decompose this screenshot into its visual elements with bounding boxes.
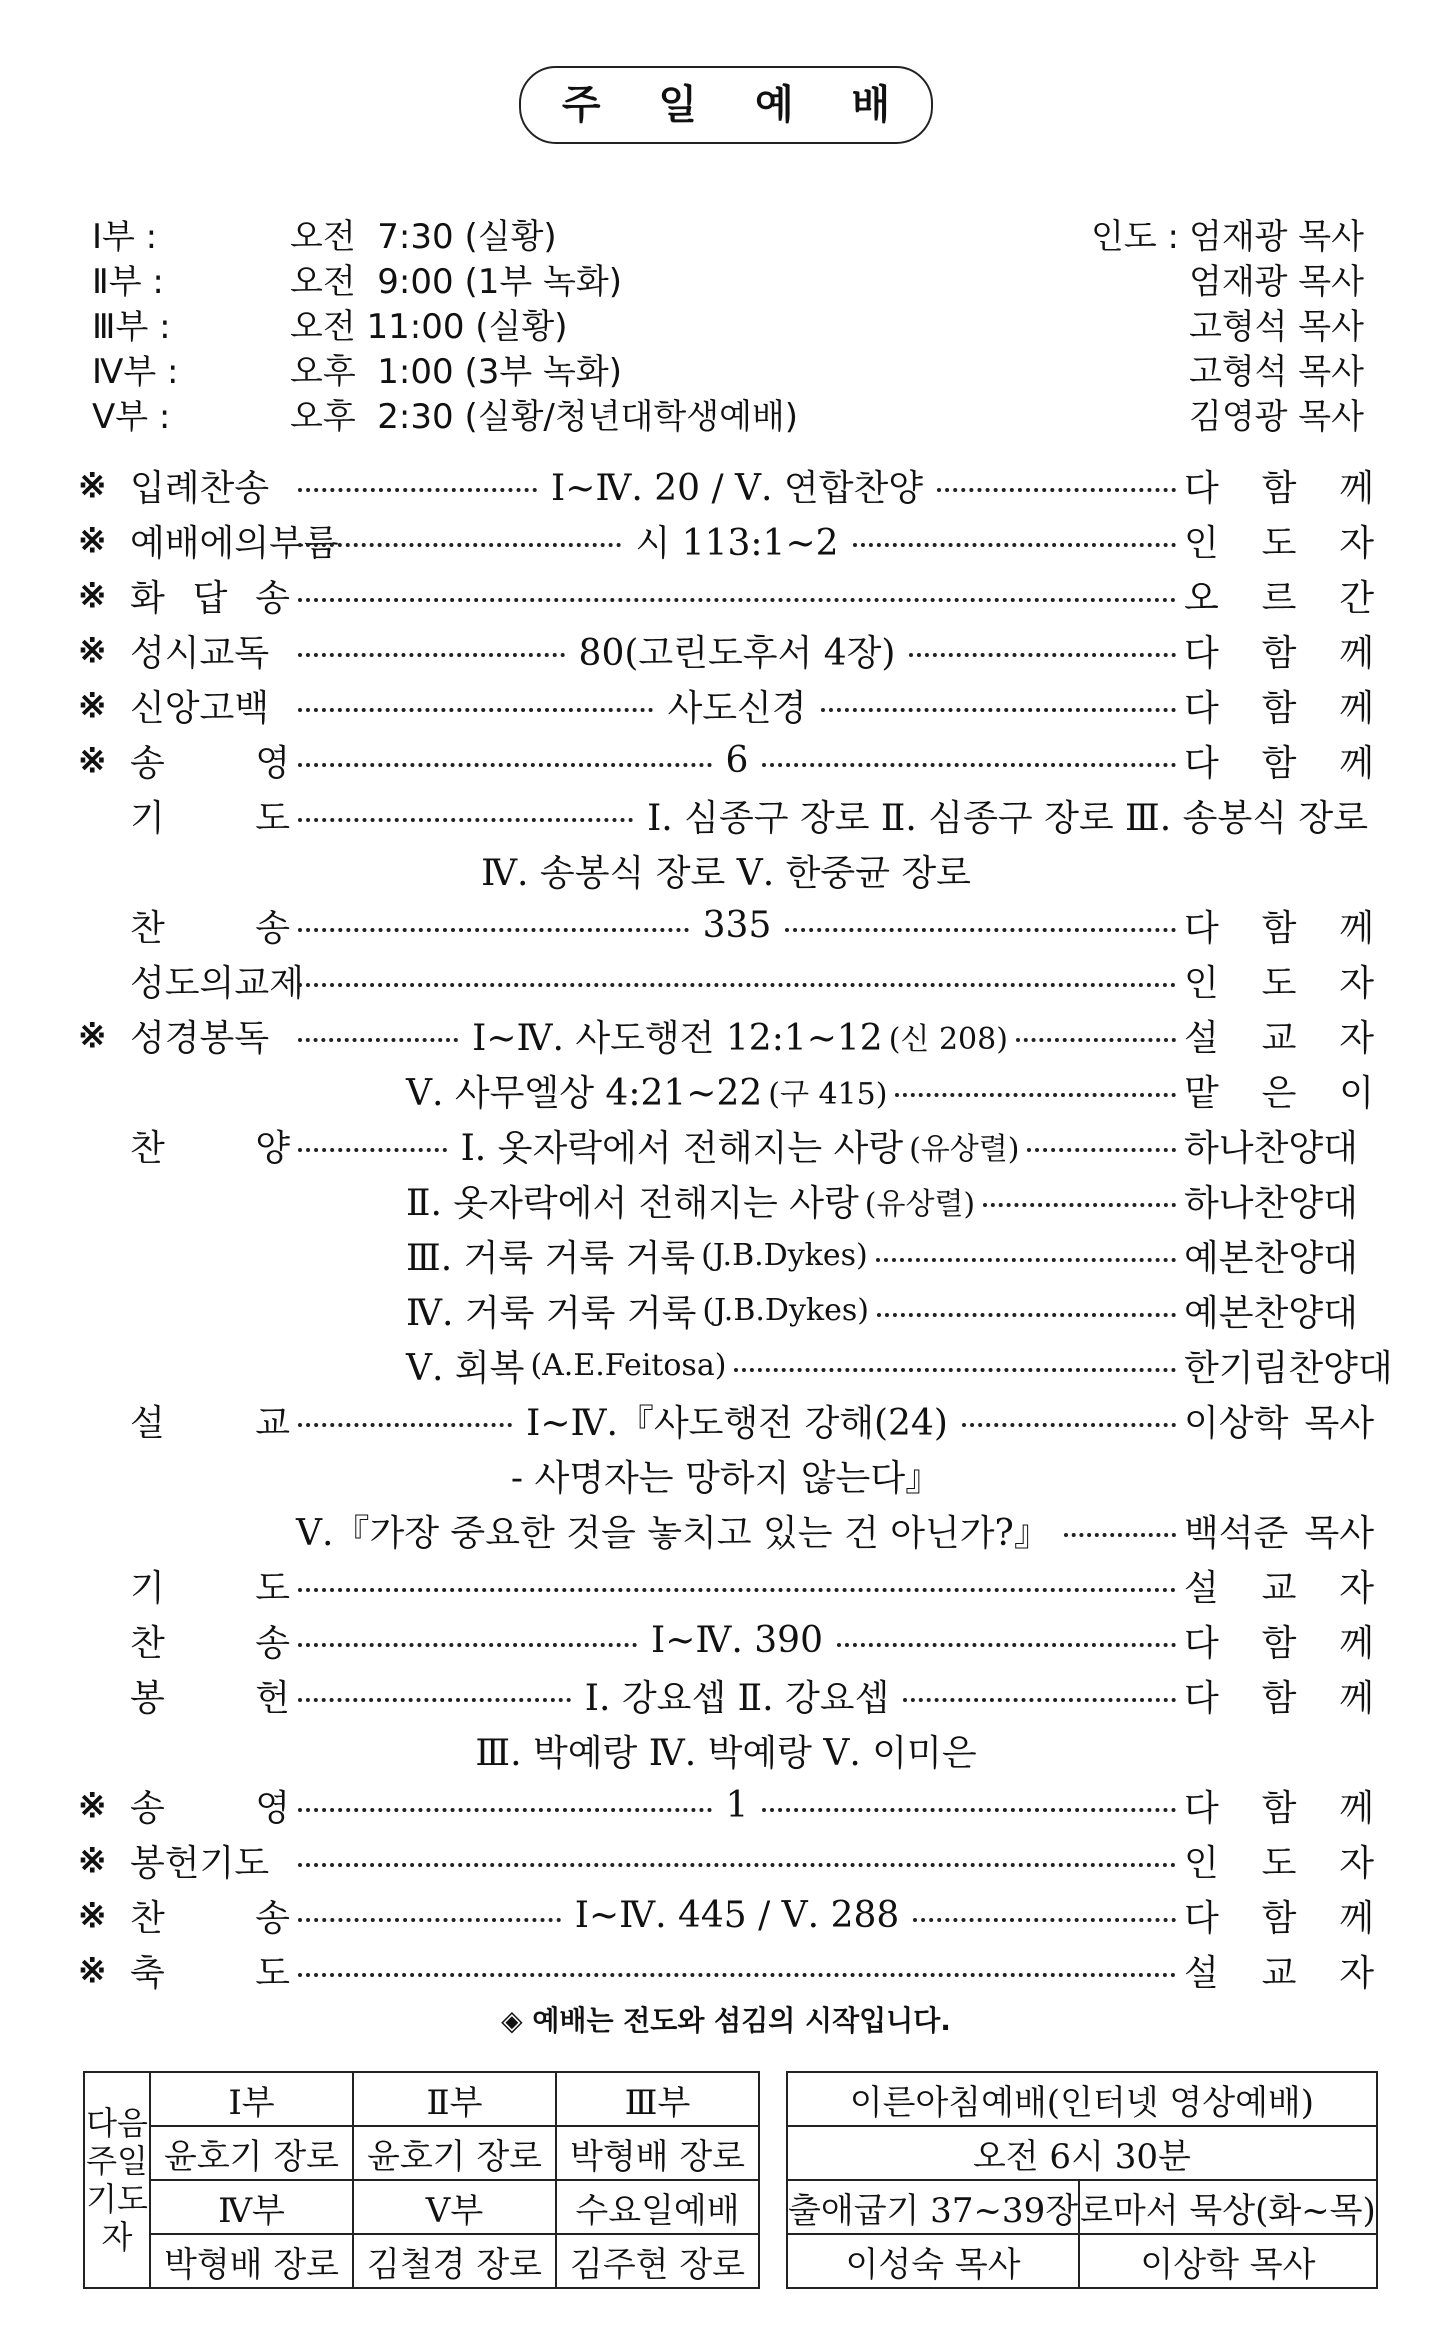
order-responder: 이상학 목사 bbox=[1184, 1403, 1375, 1444]
order-row bbox=[78, 568, 1374, 623]
order-item-name: 봉 헌 bbox=[130, 1678, 290, 1719]
order-content: Ⅴ.『가장 중요한 것을 놓치고 있는 건 아닌가?』 bbox=[296, 1513, 1050, 1554]
dot-leader bbox=[937, 488, 1176, 492]
service-line: Ⅳ부 : 오후 1:00 (3부 녹화) bbox=[92, 352, 622, 392]
order-content: Ⅴ. 회복 bbox=[406, 1348, 525, 1389]
order-subnote: (구 415) bbox=[768, 1076, 888, 1112]
dot-leader bbox=[876, 1258, 1176, 1262]
order-responder: 다 함 께 bbox=[1184, 1623, 1375, 1664]
order-responder: 예본찬양대 bbox=[1184, 1293, 1358, 1334]
order-row bbox=[78, 733, 1374, 788]
order-content: Ⅰ~Ⅳ. 20 / Ⅴ. 연합찬양 bbox=[550, 468, 924, 509]
order-content: 335 bbox=[702, 905, 772, 946]
dot-leader bbox=[983, 1203, 1176, 1207]
order-responder: 오 르 간 bbox=[1184, 578, 1374, 619]
dot-leader bbox=[298, 1698, 571, 1702]
order-row bbox=[78, 1723, 1374, 1778]
order-row bbox=[78, 1833, 1374, 1888]
leader-name: 김영광 목사 bbox=[1188, 397, 1364, 437]
reference-mark: ※ bbox=[78, 685, 107, 726]
table-cell: 이상학 목사 bbox=[1079, 2234, 1377, 2288]
order-responder: 설 교 자 bbox=[1184, 1953, 1374, 1994]
dot-leader bbox=[298, 1973, 1176, 1977]
order-row bbox=[78, 1283, 1374, 1338]
reference-mark: ※ bbox=[78, 465, 107, 506]
dot-leader bbox=[298, 543, 621, 547]
order-subnote: (유상렬) bbox=[864, 1186, 976, 1222]
dot-leader bbox=[837, 1643, 1176, 1647]
order-responder: 백석준 목사 bbox=[1184, 1513, 1374, 1554]
order-content: Ⅴ. 사무엘상 4:21~22 bbox=[406, 1073, 763, 1114]
order-subnote: (J.B.Dykes) bbox=[701, 1238, 868, 1273]
order-of-worship bbox=[78, 458, 1393, 1998]
order-responder: 다 함 께 bbox=[1184, 743, 1374, 784]
order-continuation: Ⅳ. 송봉식 장로 Ⅴ. 한중균 장로 bbox=[481, 853, 971, 894]
reference-mark: ※ bbox=[78, 1950, 107, 1991]
order-row bbox=[78, 1888, 1374, 1943]
order-row bbox=[78, 458, 1374, 513]
table-header: Ⅲ부 bbox=[556, 2072, 759, 2126]
order-responder: 인 도 자 bbox=[1184, 523, 1375, 564]
order-content: Ⅰ. 심종구 장로 Ⅱ. 심종구 장로 Ⅲ. 송봉식 장로 bbox=[647, 798, 1368, 839]
order-content: 1 bbox=[725, 1785, 749, 1826]
order-content: 시 113:1~2 bbox=[635, 523, 839, 564]
order-row bbox=[78, 1393, 1374, 1448]
dot-leader bbox=[298, 763, 712, 767]
dot-leader bbox=[962, 1423, 1176, 1427]
order-row bbox=[78, 1118, 1374, 1173]
order-item-name: 찬 송 bbox=[130, 1623, 290, 1664]
dot-leader bbox=[785, 928, 1176, 932]
order-content: Ⅰ~Ⅳ. 390 bbox=[651, 1620, 823, 1661]
order-item-name: 예배에의 부름 bbox=[130, 523, 339, 564]
order-content: 80(고린도후서 4장) bbox=[578, 633, 896, 674]
dot-leader bbox=[1027, 1148, 1176, 1152]
dot-leader bbox=[298, 1588, 1176, 1592]
order-row bbox=[78, 1448, 1374, 1503]
order-content: Ⅰ~Ⅳ. 445 / Ⅴ. 288 bbox=[574, 1895, 900, 1936]
order-content: Ⅰ. 강요셉 Ⅱ. 강요셉 bbox=[584, 1678, 890, 1719]
dot-leader bbox=[298, 1918, 561, 1922]
order-responder: 다 함 께 bbox=[1184, 468, 1374, 509]
order-item-name: 화 답 송 bbox=[130, 578, 290, 619]
order-row bbox=[78, 1008, 1374, 1063]
dot-leader bbox=[298, 1423, 512, 1427]
order-content: 6 bbox=[725, 740, 749, 781]
dot-leader bbox=[853, 543, 1176, 547]
table-header: Ⅱ부 bbox=[353, 2072, 556, 2126]
order-row bbox=[78, 1173, 1374, 1228]
dot-leader bbox=[298, 1643, 637, 1647]
order-responder: 다 함 께 bbox=[1184, 688, 1375, 729]
order-item-name: 축 도 bbox=[130, 1953, 290, 1994]
dot-leader bbox=[895, 1093, 1176, 1097]
reference-mark: ※ bbox=[78, 740, 107, 781]
page-title: 주 일 예 배 bbox=[519, 66, 933, 144]
order-responder: 인 도 자 bbox=[1184, 1843, 1374, 1884]
leader-name: 고형석 목사 bbox=[1188, 352, 1364, 392]
service-line: Ⅲ부 : 오전 11:00 (실황) bbox=[92, 307, 568, 347]
order-row bbox=[78, 1228, 1374, 1283]
dot-leader bbox=[298, 1863, 1176, 1867]
order-continuation: - 사명자는 망하지 않는다』 bbox=[510, 1458, 942, 1499]
dot-leader bbox=[903, 1698, 1176, 1702]
table-cell: 박형배 장로 bbox=[556, 2126, 759, 2180]
dot-leader bbox=[298, 1148, 447, 1152]
order-item-name: 신앙고백 bbox=[130, 688, 270, 729]
order-row bbox=[78, 623, 1374, 678]
dot-leader bbox=[298, 598, 1176, 602]
table-cell: 윤호기 장로 bbox=[150, 2126, 353, 2180]
dot-leader bbox=[909, 653, 1176, 657]
table-cell: 박형배 장로 bbox=[150, 2234, 353, 2288]
table-header: Ⅰ부 bbox=[150, 2072, 353, 2126]
reference-mark: ※ bbox=[78, 1785, 107, 1826]
order-row bbox=[78, 1558, 1374, 1613]
dot-leader bbox=[821, 708, 1176, 712]
dot-leader bbox=[298, 983, 1176, 987]
dot-leader bbox=[298, 488, 537, 492]
order-item-name: 찬 송 bbox=[130, 1898, 290, 1939]
order-responder: 설 교 자 bbox=[1184, 1568, 1374, 1609]
table-cell: 윤호기 장로 bbox=[353, 2126, 556, 2180]
order-responder: 한기림찬양대 bbox=[1184, 1348, 1393, 1389]
service-times bbox=[92, 215, 798, 440]
order-item-name: 성도의교제 bbox=[130, 963, 304, 1004]
early-morning-service-table bbox=[786, 2071, 1378, 2289]
order-responder: 인 도 자 bbox=[1184, 963, 1374, 1004]
reference-mark: ※ bbox=[78, 1895, 107, 1936]
table-cell: 김철경 장로 bbox=[353, 2234, 556, 2288]
order-responder: 예본찬양대 bbox=[1184, 1238, 1358, 1279]
dot-leader bbox=[298, 653, 565, 657]
order-row bbox=[78, 788, 1374, 843]
order-item-name: 설 교 bbox=[130, 1403, 290, 1444]
order-row bbox=[78, 1613, 1374, 1668]
reference-mark: ※ bbox=[78, 630, 107, 671]
table-cell: 출애굽기 37~39장 bbox=[787, 2180, 1079, 2234]
order-subnote: (J.B.Dykes) bbox=[702, 1293, 869, 1328]
order-responder: 다 함 께 bbox=[1184, 908, 1374, 949]
order-item-name: 찬 양 bbox=[130, 1128, 290, 1169]
order-continuation: Ⅲ. 박예랑 Ⅳ. 박예랑 Ⅴ. 이미은 bbox=[475, 1733, 977, 1774]
service-line: Ⅴ부 : 오후 2:30 (실황/청년대학생예배) bbox=[92, 397, 799, 437]
order-content: 사도신경 bbox=[667, 688, 807, 729]
order-responder: 다 함 께 bbox=[1184, 633, 1374, 674]
service-line: Ⅰ부 : 오전 7:30 (실황) bbox=[92, 217, 557, 257]
order-content: Ⅲ. 거룩 거룩 거룩 bbox=[406, 1238, 696, 1279]
order-row bbox=[78, 1778, 1374, 1833]
dot-leader bbox=[762, 1808, 1176, 1812]
order-item-name: 송 영 bbox=[130, 1788, 290, 1829]
order-subnote: (신 208) bbox=[888, 1021, 1008, 1057]
order-subnote: (A.E.Feitosa) bbox=[530, 1348, 727, 1383]
notice-text: ◈ 예배는 전도와 섬김의 시작입니다. bbox=[501, 2004, 951, 2037]
order-row bbox=[78, 898, 1374, 953]
dot-leader bbox=[298, 708, 653, 712]
next-week-prayer-table bbox=[83, 2071, 760, 2289]
order-item-name: 송 영 bbox=[130, 743, 290, 784]
order-content: Ⅰ. 옷자락에서 전해지는 사랑 bbox=[460, 1128, 904, 1169]
dot-leader bbox=[1064, 1533, 1176, 1537]
order-content: Ⅰ~Ⅳ. 사도행전 12:1~12 bbox=[472, 1018, 883, 1059]
order-row bbox=[78, 1338, 1393, 1393]
reference-mark: ※ bbox=[78, 520, 107, 561]
table-cell: 로마서 묵상(화~목) bbox=[1079, 2180, 1377, 2234]
order-item-name: 기 도 bbox=[130, 1568, 290, 1609]
order-responder: 설 교 자 bbox=[1184, 1018, 1375, 1059]
order-item-name: 성경봉독 bbox=[130, 1018, 270, 1059]
leader-label: 인도 : bbox=[1091, 217, 1179, 257]
order-row bbox=[78, 843, 1374, 898]
order-row bbox=[78, 1063, 1374, 1118]
dot-leader bbox=[762, 763, 1176, 767]
table-header: 수요일예배 bbox=[556, 2180, 759, 2234]
order-responder: 다 함 께 bbox=[1184, 1788, 1374, 1829]
service-line: Ⅱ부 : 오전 9:00 (1부 녹화) bbox=[92, 262, 622, 302]
table-cell: 오전 6시 30분 bbox=[787, 2126, 1377, 2180]
order-subnote: (유상렬) bbox=[909, 1131, 1020, 1167]
leader-name: 엄재광 목사 bbox=[1188, 217, 1364, 257]
dot-leader bbox=[734, 1368, 1176, 1372]
order-row bbox=[78, 1503, 1374, 1558]
leader-name: 엄재광 목사 bbox=[1188, 262, 1364, 302]
dot-leader bbox=[298, 1808, 712, 1812]
order-responder: 다 함 께 bbox=[1184, 1898, 1374, 1939]
table-cell: 이성숙 목사 bbox=[787, 2234, 1079, 2288]
order-row bbox=[78, 678, 1374, 733]
order-item-name: 봉헌기도 bbox=[130, 1843, 270, 1884]
order-row bbox=[78, 1943, 1374, 1998]
dot-leader bbox=[1016, 1038, 1176, 1042]
order-responder: 하나찬양대 bbox=[1184, 1183, 1358, 1224]
order-content: Ⅰ~Ⅳ.『사도행전 강해(24) bbox=[526, 1403, 948, 1444]
table-header: Ⅳ부 bbox=[150, 2180, 353, 2234]
order-row bbox=[78, 1668, 1374, 1723]
order-row bbox=[78, 953, 1374, 1008]
order-row bbox=[78, 513, 1374, 568]
order-item-name: 찬 송 bbox=[130, 908, 290, 949]
order-content: Ⅱ. 옷자락에서 전해지는 사랑 bbox=[406, 1183, 859, 1224]
order-item-name: 입례찬송 bbox=[130, 468, 270, 509]
reference-mark: ※ bbox=[78, 575, 107, 616]
reference-mark: ※ bbox=[78, 1015, 107, 1056]
order-responder: 하나찬양대 bbox=[1184, 1128, 1358, 1169]
leaders bbox=[1091, 215, 1364, 440]
prayer-table-label: 다음 주일 기도자 bbox=[84, 2072, 150, 2288]
order-responder: 다 함 께 bbox=[1184, 1678, 1374, 1719]
order-content: Ⅳ. 거룩 거룩 거룩 bbox=[406, 1293, 697, 1334]
table-cell: 김주현 장로 bbox=[556, 2234, 759, 2288]
dot-leader bbox=[877, 1313, 1176, 1317]
dot-leader bbox=[298, 1038, 458, 1042]
table-header: 이른아침예배(인터넷 영상예배) bbox=[787, 2072, 1377, 2126]
table-header: Ⅴ부 bbox=[353, 2180, 556, 2234]
order-item-name: 기 도 bbox=[130, 798, 290, 839]
dot-leader bbox=[298, 818, 633, 822]
leader-name: 고형석 목사 bbox=[1188, 307, 1364, 347]
order-item-name: 성시교독 bbox=[130, 633, 270, 674]
dot-leader bbox=[913, 1918, 1176, 1922]
order-responder: 맡 은 이 bbox=[1184, 1073, 1374, 1114]
reference-mark: ※ bbox=[78, 1840, 107, 1881]
dot-leader bbox=[298, 928, 689, 932]
